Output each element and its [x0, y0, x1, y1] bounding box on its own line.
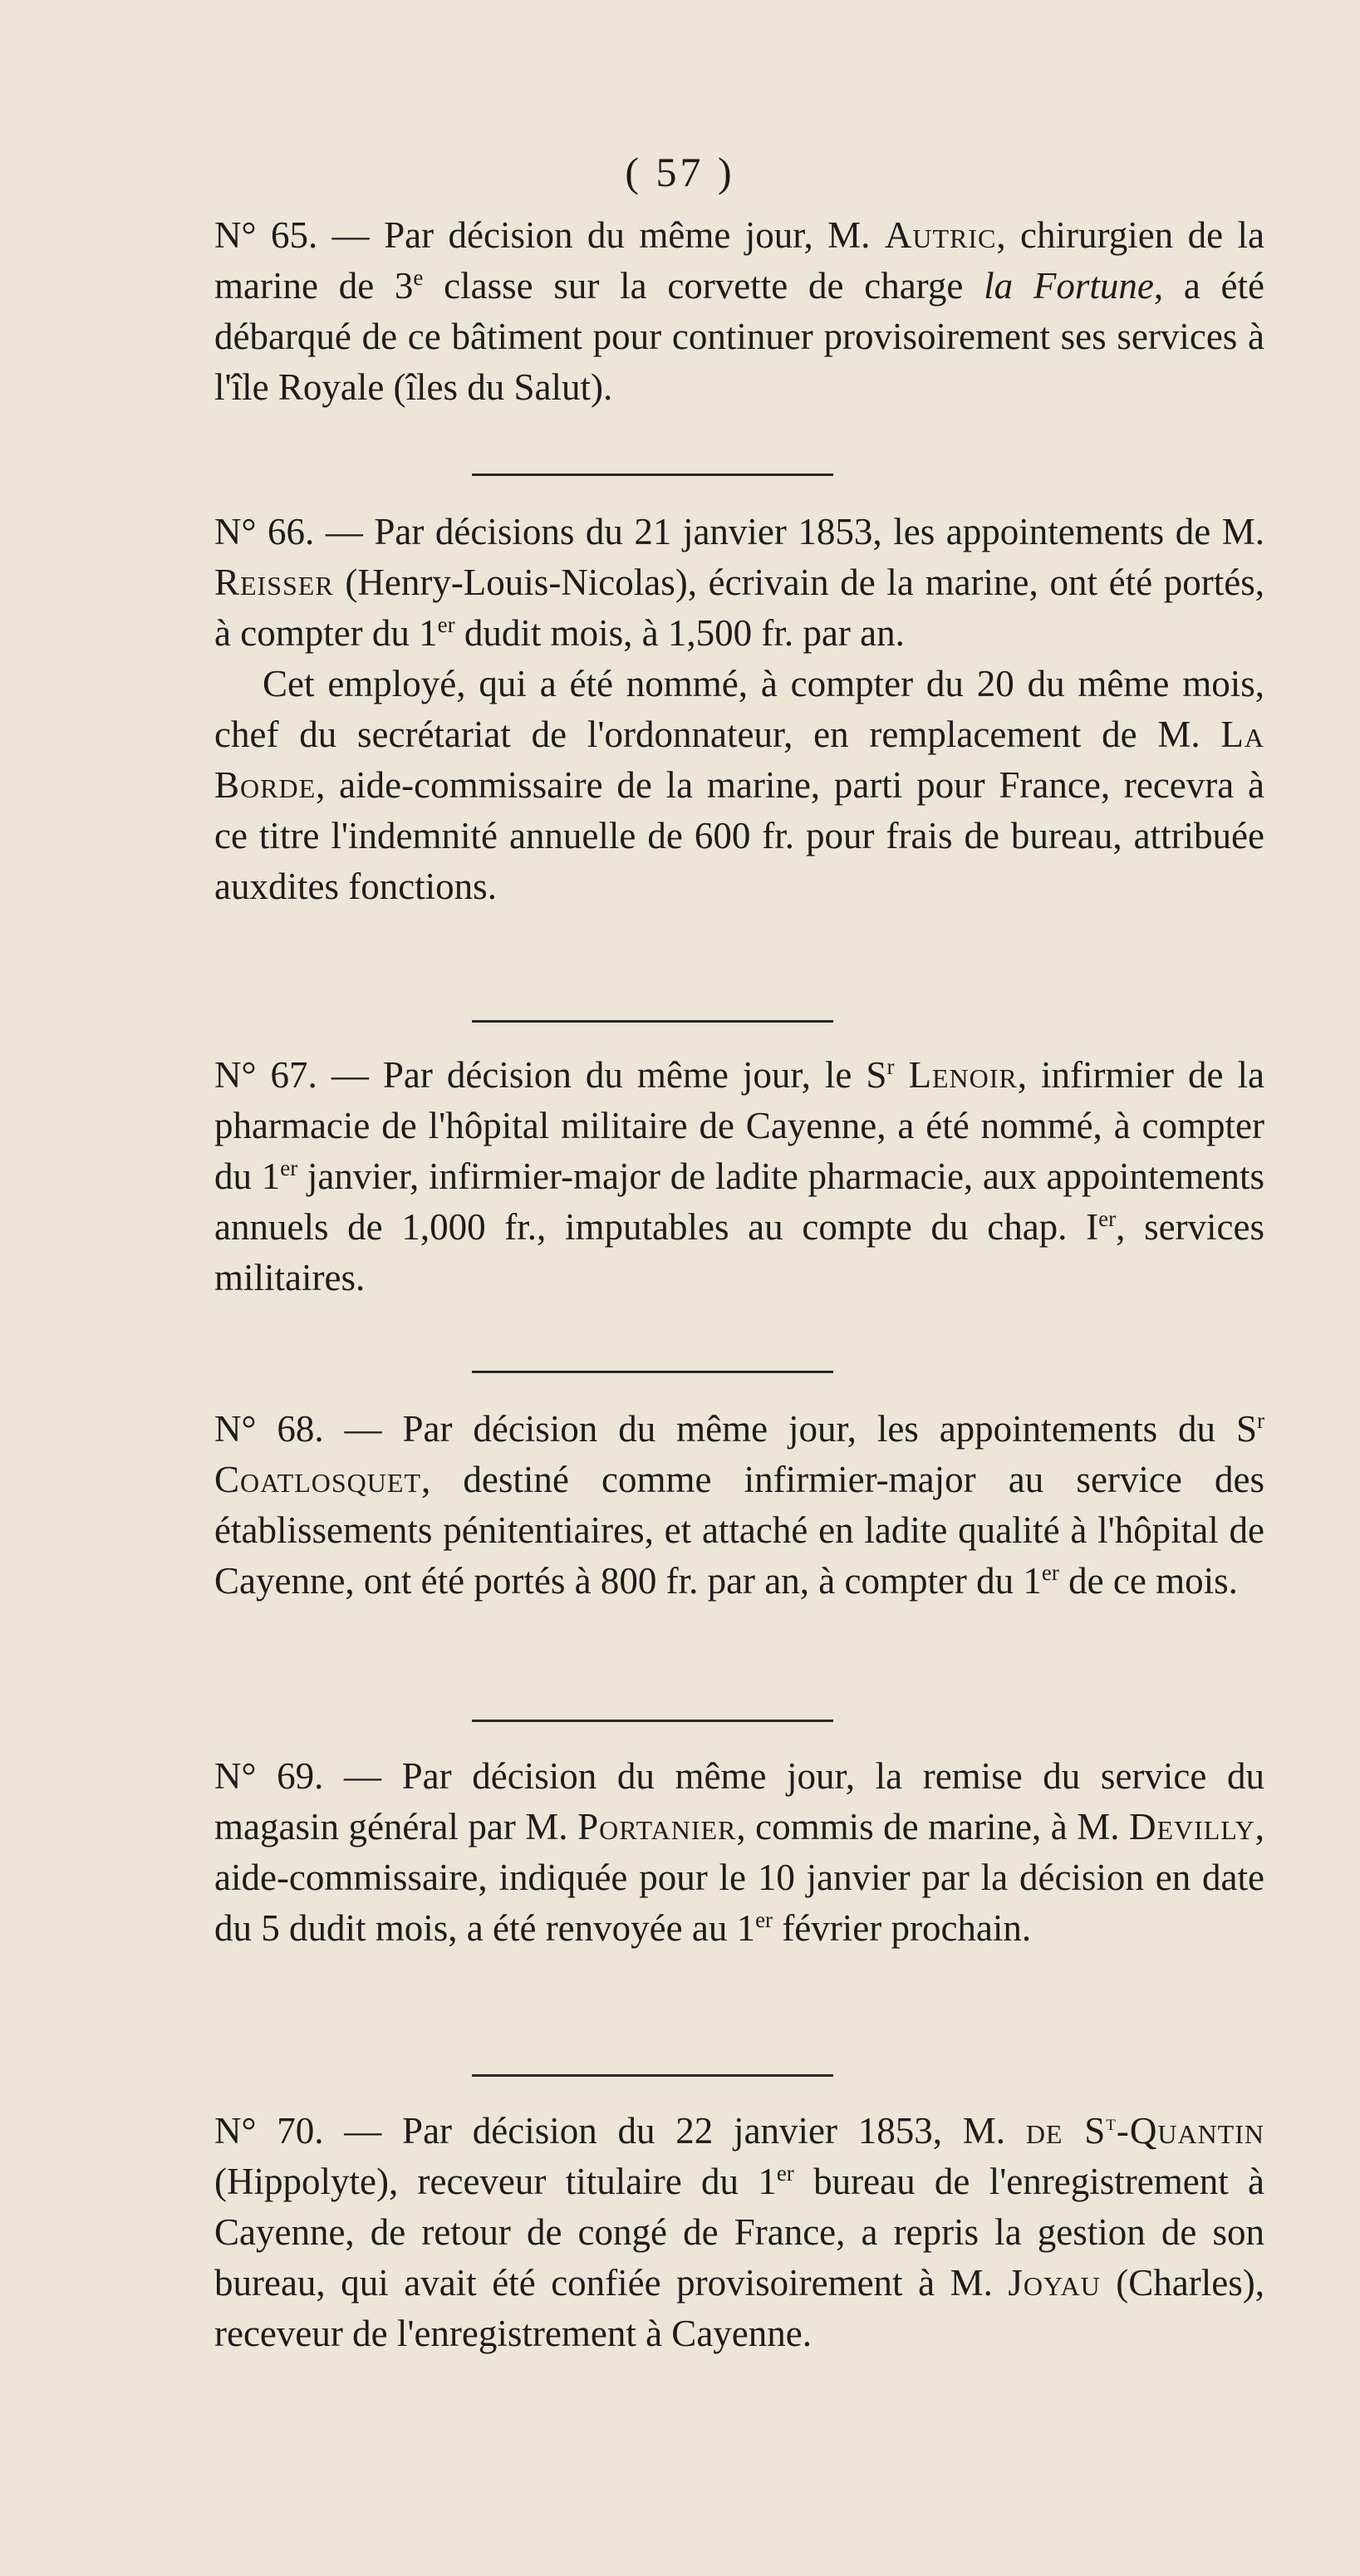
separator-rule: [472, 1020, 833, 1023]
separator-rule: [472, 1371, 833, 1373]
entry-66: [214, 507, 1264, 912]
person-name: Autric: [884, 214, 997, 256]
entry-66-paragraph: N° 66. — Par décisions du 21 janvier 1853, les appointements de M. Reisser (Henry-Louis-Nicolas), écrivain de la marine, ont été portés, à compter du 1er dudit mois, à 1,500 fr. par an.: [214, 511, 1264, 654]
entry-68: [214, 1404, 1264, 1607]
person-name: Lenoir: [908, 1054, 1018, 1096]
separator-rule: [472, 473, 833, 476]
separator-rule: [472, 2074, 833, 2077]
entry-66-paragraph-2: Cet employé, qui a été nommé, à compter du 20 du même mois, chef du secrétariat de l'ordonnateur, en remplacement de M. La Borde, aide-commissaire de la marine, parti pour France, recevra à ce titre l'indemnité annuelle de 600 fr. pour frais de bureau, attribuée auxdites fonctions.: [214, 663, 1264, 907]
person-name: Portanier: [577, 1806, 737, 1847]
person-name: Devilly: [1128, 1806, 1255, 1847]
person-name: La Borde: [214, 714, 1264, 806]
entry-65-paragraph: N° 65. — Par décision du même jour, M. Autric, chirurgien de la marine de 3e classe sur la corvette de charge la Fortune, a été débarqué de ce bâtiment pour continuer provisoirement ses services à l'île Royale (îles du Salut).: [214, 214, 1265, 408]
person-name: Reisser: [214, 562, 334, 603]
entry-68-paragraph: N° 68. — Par décision du même jour, les appointements du $S^r$ Coatlosquet, destiné comme infirmier-major au service des établissements pénitentiaires, et attaché en ladite qualité à l'hôpital de Cayenne, ont été portés à 800 fr. par an, à compter du 1er de ce mois.: [214, 1408, 1264, 1602]
person-name: Joyau: [1008, 2262, 1101, 2304]
entry-69: [214, 1751, 1264, 1954]
person-name: Coatlosquet: [214, 1459, 421, 1500]
page-number: ( 57 ): [625, 149, 735, 195]
entry-69-paragraph: N° 69. — Par décision du même jour, la remise du service du magasin général par M. Portanier, commis de marine, à M. Devilly, aide-commissaire, indiquée pour le 10 janvier par la décision en date du 5 dudit mois, a été renvoyée au 1er février prochain.: [214, 1755, 1265, 1949]
person-name: de $S^t$-Quantin: [1025, 2110, 1264, 2152]
entry-65: [214, 210, 1264, 413]
entry-67-paragraph: N° 67. — Par décision du même jour, le $S^r$ Lenoir, infirmier de la pharmacie de l'hôpital militaire de Cayenne, a été nommé, à compter du 1er janvier, infirmier-major de ladite pharmacie, aux appointements annuels de 1,000 fr., imputables au compte du chap. Ier, services militaires.: [214, 1054, 1265, 1298]
entry-67: [214, 1050, 1264, 1303]
entry-70: [214, 2106, 1264, 2359]
ship-name: la Fortune: [984, 265, 1154, 307]
separator-rule: [472, 1720, 833, 1722]
entry-70-paragraph: N° 70. — Par décision du 22 janvier 1853, M. de $S^t$-Quantin (Hippolyte), receveur titulaire du 1er bureau de l'enregistrement à Cayenne, de retour de congé de France, a repris la gestion de son bureau, qui avait été confiée provisoirement à M. Joyau (Charles), receveur de l'enregistrement à Cayenne.: [214, 2110, 1264, 2354]
